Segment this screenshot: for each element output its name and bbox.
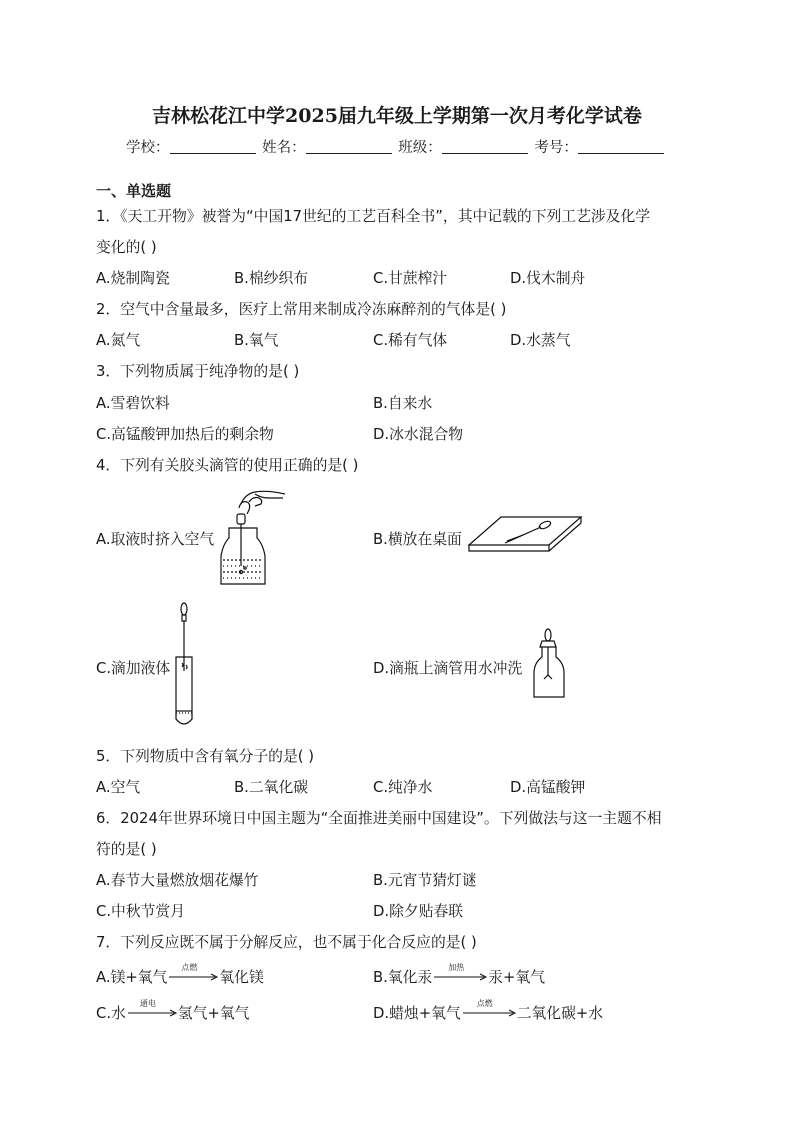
q6-option-b: B.元宵节猜灯谜 bbox=[373, 872, 477, 889]
class-blank bbox=[442, 139, 528, 154]
school-blank bbox=[170, 139, 256, 154]
q6-option-d: D.除夕贴春联 bbox=[373, 903, 464, 920]
name-label: 姓名： bbox=[262, 140, 306, 156]
q3-option-c: C.高锰酸钾加热后的剩余物 bbox=[96, 426, 274, 443]
q7-option-b bbox=[373, 963, 546, 987]
q5-option-b: B.二氧化碳 bbox=[234, 779, 309, 796]
question-4-stem: 4．下列有关胶头滴管的使用正确的是( ) bbox=[96, 457, 359, 474]
q1-option-b: B.棉纱织布 bbox=[234, 270, 309, 287]
q3-option-b: B.自来水 bbox=[373, 395, 433, 412]
q7-option-a bbox=[96, 963, 264, 987]
q2-option-d: D.水蒸气 bbox=[510, 332, 571, 349]
q5-option-a: A.空气 bbox=[96, 779, 141, 796]
exam-title: 吉林松花江中学2025届九年级上学期第一次月考化学试卷 bbox=[152, 105, 642, 127]
question-5-stem: 5．下列物质中含有氧分子的是( ) bbox=[96, 748, 315, 765]
question-2-stem: 2．空气中含量最多，医疗上常用来制成冷冻麻醉剂的气体是( ) bbox=[96, 301, 507, 318]
q7c-products: 氢气+氧气 bbox=[177, 1005, 250, 1022]
q7b-condition: 加热 bbox=[448, 963, 465, 972]
q2-option-b: B.氧气 bbox=[234, 332, 279, 349]
q7a-arrow bbox=[167, 963, 219, 982]
section-heading: 一、单选题 bbox=[96, 182, 172, 200]
q7c-reactants: C.水 bbox=[96, 1005, 126, 1022]
q2-option-c: C.稀有气体 bbox=[373, 332, 448, 349]
id-label: 考号： bbox=[534, 140, 578, 156]
q7c-arrow bbox=[126, 999, 178, 1018]
q4-option-a: A.取液时挤入空气 bbox=[96, 531, 215, 548]
q7d-reactants: D.蜡烛+氧气 bbox=[373, 1005, 461, 1022]
q7b-reactants: B.氧化汞 bbox=[373, 969, 433, 986]
q7b-arrow bbox=[432, 963, 488, 982]
q7a-products: 氧化镁 bbox=[219, 969, 264, 986]
q4-option-c: C.滴加液体 bbox=[96, 660, 171, 677]
q7-option-d bbox=[373, 999, 604, 1023]
question-1-stem: 1．《天工开物》被誉为“中国17世纪的工艺百科全书”，其中记载的下列工艺涉及化学 bbox=[96, 208, 651, 225]
q1-option-c: C.甘蔗榨汁 bbox=[373, 270, 448, 287]
q5-option-c: C.纯净水 bbox=[373, 779, 433, 796]
question-1-stem-cont: 变化的( ) bbox=[96, 239, 157, 256]
q7d-condition: 点燃 bbox=[476, 999, 493, 1008]
question-6-stem: 6．2024年世界环境日中国主题为“全面推进美丽中国建设”。下列做法与这一主题不相 bbox=[96, 810, 662, 827]
q7b-products: 汞+氧气 bbox=[488, 969, 546, 986]
q2-option-a: A.氮气 bbox=[96, 332, 141, 349]
q7d-products: 二氧化碳+水 bbox=[516, 1005, 604, 1022]
student-info-line bbox=[126, 136, 666, 157]
q5-option-d: D.高锰酸钾 bbox=[510, 779, 586, 796]
id-blank bbox=[578, 139, 664, 154]
q7d-arrow bbox=[461, 999, 517, 1018]
q7a-condition: 点燃 bbox=[181, 963, 198, 972]
q1-option-a: A.烧制陶瓷 bbox=[96, 270, 170, 287]
class-label: 班级： bbox=[398, 140, 442, 156]
figure-dropper-bottle bbox=[532, 627, 568, 699]
q4-option-d: D.滴瓶上滴管用水冲洗 bbox=[373, 660, 523, 677]
q4-option-b: B.横放在桌面 bbox=[373, 531, 462, 548]
school-label: 学校： bbox=[126, 140, 170, 156]
q1-option-d: D.伐木制舟 bbox=[510, 270, 586, 287]
question-7-stem: 7．下列反应既不属于分解反应，也不属于化合反应的是( ) bbox=[96, 934, 477, 951]
q3-option-a: A.雪碧饮料 bbox=[96, 395, 170, 412]
question-6-stem-cont: 符的是( ) bbox=[96, 841, 157, 858]
q7a-reactants: A.镁+氧气 bbox=[96, 969, 168, 986]
figure-dropper-squeeze-air bbox=[215, 484, 295, 590]
name-blank bbox=[306, 139, 392, 154]
figure-dropper-in-test-tube bbox=[170, 601, 198, 729]
figure-dropper-on-table bbox=[467, 513, 583, 557]
q7c-condition: 通电 bbox=[139, 999, 156, 1008]
q6-option-a: A.春节大量燃放烟花爆竹 bbox=[96, 872, 259, 889]
q6-option-c: C.中秋节赏月 bbox=[96, 903, 186, 920]
q3-option-d: D.冰水混合物 bbox=[373, 426, 464, 443]
q7-option-c bbox=[96, 999, 250, 1023]
question-3-stem: 3．下列物质属于纯净物的是( ) bbox=[96, 363, 300, 380]
